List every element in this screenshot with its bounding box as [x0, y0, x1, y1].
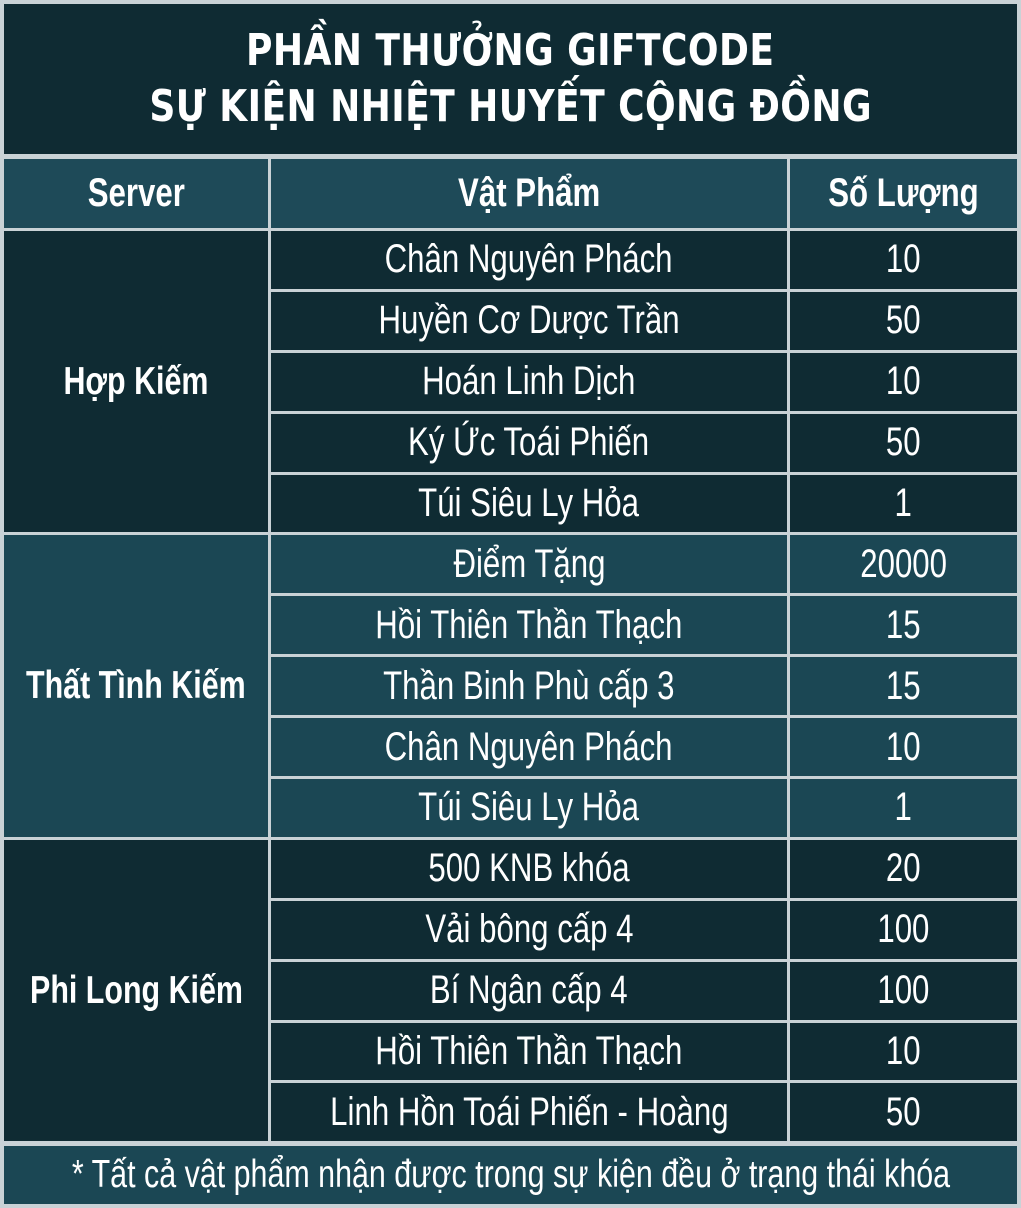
quantity-cell: 20 [790, 840, 1017, 898]
title-line-1: PHẦN THƯỞNG GIFTCODE [246, 25, 775, 76]
item-cell: Huyền Cơ Dược Trần [271, 292, 787, 350]
item-cell: Chân Nguyên Phách [271, 231, 787, 289]
quantity-cell: 10 [790, 1023, 1017, 1081]
reward-table [4, 159, 1017, 1141]
item-cell: Túi Siêu Ly Hỏa [271, 779, 787, 837]
quantity-cell: 1 [790, 475, 1017, 533]
footer-note [4, 1146, 1017, 1204]
quantity-cell: 10 [790, 353, 1017, 411]
quantity-cell: 15 [790, 657, 1017, 715]
server-cell-hop-kiem: Hợp Kiếm [4, 231, 268, 532]
item-cell: Ký Ức Toái Phiến [271, 414, 787, 472]
header-quantity: Số Lượng [790, 159, 1017, 228]
item-cell: Linh Hồn Toái Phiến - Hoàng [271, 1083, 787, 1141]
item-cell: Bí Ngân cấp 4 [271, 962, 787, 1020]
quantity-cell: 50 [790, 414, 1017, 472]
server-cell-phi-long-kiem: Phi Long Kiếm [4, 840, 268, 1141]
quantity-cell: 50 [790, 292, 1017, 350]
item-cell: Thần Binh Phù cấp 3 [271, 657, 787, 715]
quantity-cell: 15 [790, 596, 1017, 654]
item-cell: Hồi Thiên Thần Thạch [271, 1023, 787, 1081]
title-banner [4, 4, 1017, 154]
item-cell: Túi Siêu Ly Hỏa [271, 475, 787, 533]
item-cell: 500 KNB khóa [271, 840, 787, 898]
footer-note-text: * Tất cả vật phẩm nhận được trong sự kiện đều ở trạng thái khóa [71, 1153, 950, 1196]
item-cell: Hồi Thiên Thần Thạch [271, 596, 787, 654]
quantity-cell: 20000 [790, 535, 1017, 593]
quantity-cell: 50 [790, 1083, 1017, 1141]
item-cell: Hoán Linh Dịch [271, 353, 787, 411]
quantity-cell: 100 [790, 962, 1017, 1020]
item-cell: Vải bông cấp 4 [271, 901, 787, 959]
header-server: Server [4, 159, 268, 228]
quantity-cell: 1 [790, 779, 1017, 837]
item-cell: Điểm Tặng [271, 535, 787, 593]
quantity-cell: 100 [790, 901, 1017, 959]
item-cell: Chân Nguyên Phách [271, 718, 787, 776]
quantity-cell: 10 [790, 231, 1017, 289]
header-item: Vật Phẩm [271, 159, 787, 228]
server-cell-that-tinh-kiem: Thất Tình Kiếm [4, 535, 268, 836]
quantity-cell: 10 [790, 718, 1017, 776]
title-line-2: SỰ KIỆN NHIỆT HUYẾT CỘNG ĐỒNG [149, 81, 872, 132]
